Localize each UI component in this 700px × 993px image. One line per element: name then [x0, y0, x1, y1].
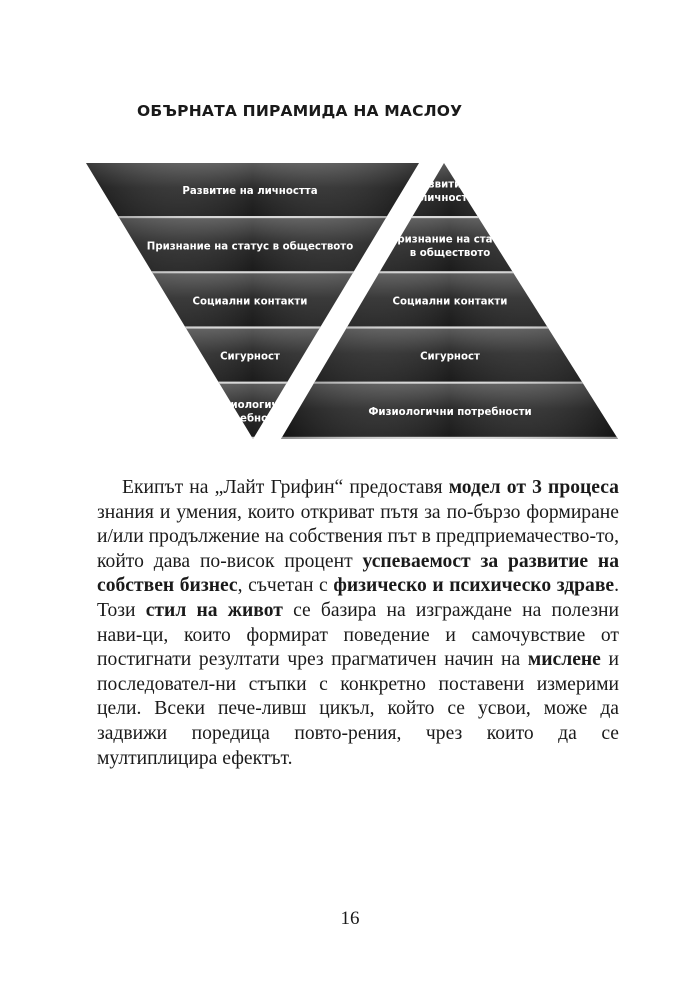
upright-pyramid-level-label: [420, 352, 480, 363]
body-paragraph: [97, 476, 619, 771]
bold-phrase: мислене: [527, 649, 601, 671]
upright-pyramid-level-label-line: Физиологични потребности: [368, 406, 532, 418]
inverted-pyramid-level-label-line: Физиологични: [207, 400, 293, 412]
text-run: се базира на изграждане на полезни нави-ци, които формират поведение и самочувствие от постигнати резултати чрез прагматичен начин на: [97, 599, 619, 671]
upright-pyramid-level-label: [393, 297, 508, 308]
upright-pyramid-level-label-line: Социални контакти: [392, 296, 508, 308]
text-run: знания и умения, които откриват пътя за по-бързо формиране и/или продължение на собствения път в предприемачество-то, който дава по-висок процент: [97, 501, 619, 572]
bold-phrase: физическо и психическо здраве: [333, 575, 615, 597]
inverted-pyramid-level-label-line: Социални контакти: [192, 296, 308, 308]
inverted-pyramid-level-label: [193, 297, 308, 308]
bold-phrase: стил на живот: [145, 599, 283, 621]
page-heading: ОБЪРНАТА ПИРАМИДА НА МАСЛОУ: [137, 102, 463, 120]
inverted-pyramid-level-label: [182, 186, 317, 197]
inverted-pyramid-level-label-line: Признание на статус в обществото: [146, 241, 354, 253]
maslow-diagram: [0, 0, 700, 460]
upright-pyramid-level-label-line: в обществото: [409, 248, 491, 260]
text-run: , съчетан с: [237, 575, 334, 597]
inverted-pyramid-level-label-line: Развитие на личността: [182, 186, 318, 198]
upright-pyramid-level-label: [368, 406, 531, 418]
inverted-pyramid-level-label-line: Сигурност: [220, 351, 280, 363]
text-run: Екипът на „Лайт Грифин“ предоставя: [122, 477, 449, 498]
text-run: и последовател-ни стъпки с конкретно поставени измерими цели. Всеки пече-ливш цикъл, който се усвои, може да задвижи поредица повто-рения, чрез които да се мултиплицира ефектът.: [97, 649, 620, 769]
bold-phrase: модел от 3 процеса: [448, 477, 619, 498]
upright-pyramid-level-label-line: Признание на статус: [388, 234, 512, 246]
upright-pyramid-level-label-line: Сигурност: [420, 351, 480, 363]
upright-pyramid-level-label-line: Развитие на: [414, 179, 486, 191]
text-run: . Този: [97, 575, 620, 621]
inverted-pyramid-level-label: [147, 240, 353, 252]
inverted-pyramid-level-label-line: потребности: [212, 413, 288, 425]
upright-pyramid-level-label-line: личността: [419, 192, 481, 204]
bold-phrase: успеваемост за развитие на собствен бизнес: [97, 550, 619, 597]
inverted-pyramid-level-label: [220, 352, 280, 363]
page-number: 16: [340, 908, 360, 929]
